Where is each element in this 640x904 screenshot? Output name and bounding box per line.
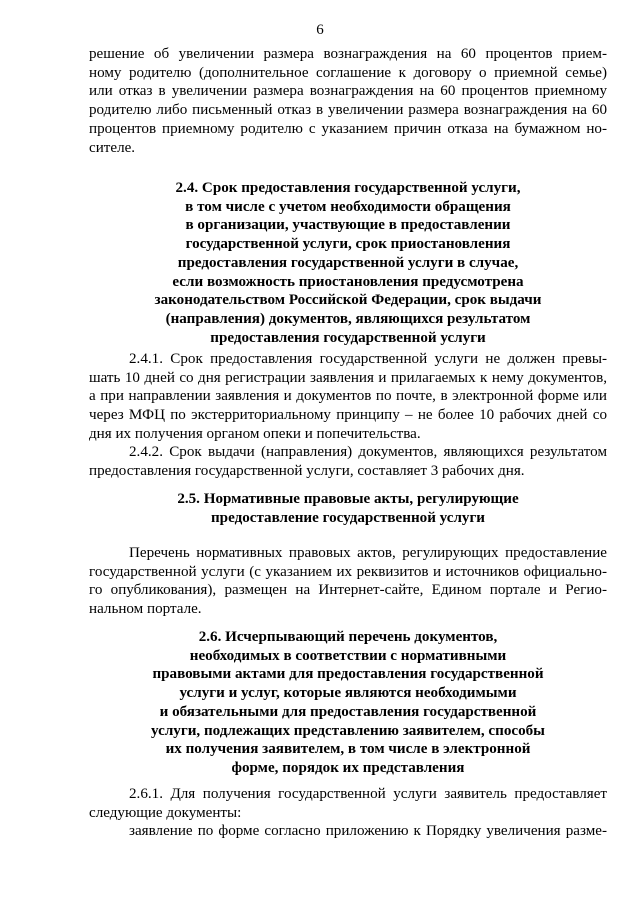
heading-2-6 [89,628,607,778]
heading-line: в организации, участвующие в предоставлении [185,217,511,234]
heading-line: услуги, подлежащих представлению заявителем, способы [151,722,545,739]
text-line: 2.4.2. Срок выдачи (направления) документов, являющихся результатом [129,444,607,460]
paragraph-2-4-2 [89,443,607,480]
heading-line: 2.4. Срок предоставления государственной услуги, [175,180,521,196]
text-line: следующие документы: [89,804,242,821]
paragraph-2-4-1 [89,350,607,444]
text-line: дня их получения органом опеки и попечительства. [89,425,421,442]
heading-2-5 [89,490,607,527]
heading-line: необходимых в соответствии с нормативными [189,647,507,664]
heading-line: если возможность приостановления предусмотрена [172,273,524,290]
text-line: Перечень нормативных правовых актов, регулирующих предоставление [129,545,607,561]
heading-line: государственной услуги, срок приостановления [185,236,511,253]
heading-line: и обязательными для предоставления государственной [159,703,537,720]
text-line: предоставления государственной услуги, составляет 3 рабочих дня. [89,462,525,479]
heading-line: их получения заявителем, в том числе в электронной [165,741,531,758]
paragraph-2-6-1 [89,785,607,841]
heading-line: услуги и услуг, которые являются необходимыми [179,685,517,702]
heading-line: форме, порядок их представления [231,759,465,776]
heading-line: правовыми актами для предоставления государственной [152,666,544,683]
text-line: решение об увеличении размера вознаграждения на 60 процентов прием- [89,46,607,62]
heading-line: (направления) документов, являющихся результатом [165,310,531,327]
text-line: государственной услуги (с указанием их реквизитов и источников официально- [89,563,607,580]
text-line: нальном портале. [89,601,202,618]
text-line: родителю либо письменный отказ в увеличении размера вознаграждения на 60 [89,102,607,119]
heading-line: предоставления государственной услуги [210,329,486,346]
text-line: 2.4.1. Срок предоставления государственной услуги не должен превы- [129,351,607,367]
heading-line: законодательством Российской Федерации, срок выдачи [154,292,542,309]
text-line: сителе. [89,139,136,156]
heading-line: предоставления государственной услуги в случае, [177,254,519,271]
heading-2-4 [89,179,607,347]
page-number: 6 [316,22,324,38]
text-line: го опубликования), размещен на Интернет-сайте, Едином портале и Регио- [89,582,607,599]
heading-line: в том числе с учетом необходимости обращения [185,198,511,215]
text-line: а при направлении заявления и документов по почте, в электронной форме или [89,388,607,405]
text-line: заявление по форме согласно приложению к Порядку увеличения разме- [129,823,607,840]
text-line: ному родителю (дополнительное соглашение к договору о приемной семье) [89,64,607,81]
text-line: 2.6.1. Для получения государственной услуги заявитель предоставляет [129,786,607,802]
paragraph-intro [89,45,607,157]
heading-line: 2.6. Исчерпывающий перечень документов, [198,629,498,645]
text-line: шать 10 дней со дня регистрации заявления и прилагаемых к нему документов, [89,369,607,386]
heading-line: предоставление государственной услуги [210,509,486,526]
text-line: процентов приемному родителю с указанием причин отказа на бумажном но- [89,120,607,137]
heading-line: 2.5. Нормативные правовые акты, регулирующие [177,491,519,507]
text-line: через МФЦ по экстерриториальному принципу – не более 10 рабочих дней со [89,407,607,424]
paragraph-2-5 [89,544,607,619]
text-line: или отказ в увеличении размера вознаграждения на 60 процентов приемному [89,83,607,100]
